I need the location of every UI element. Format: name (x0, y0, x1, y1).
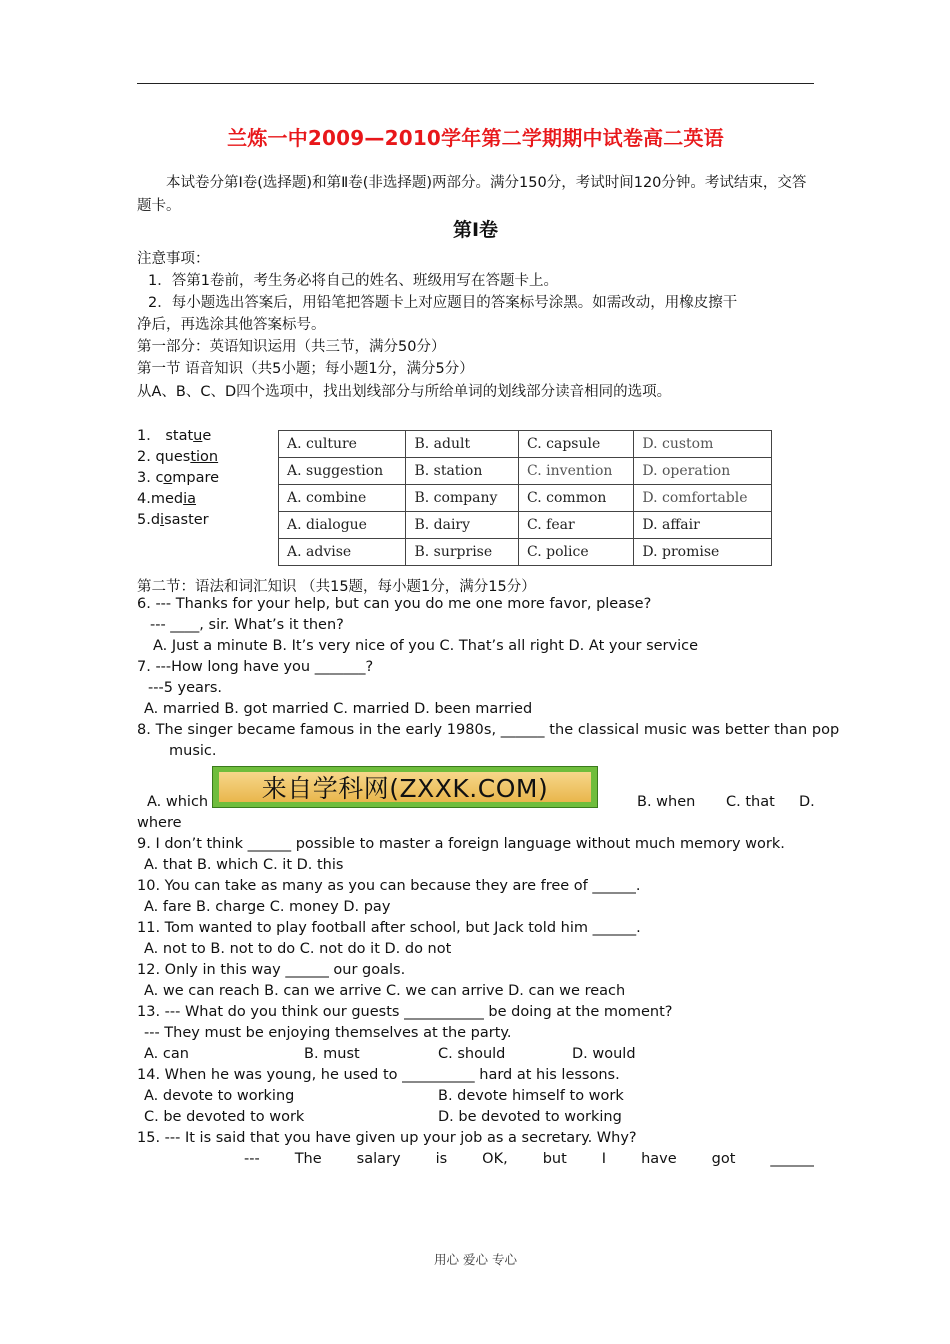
note-item-3: 净后，再选涂其他答案标号。 (137, 317, 326, 333)
reply-word: The (294, 1151, 322, 1167)
table-cell: A. advise (279, 539, 406, 566)
question-6-reply: --- ____, sir. What’s it then? (150, 617, 344, 633)
table-cell: A. suggestion (279, 458, 406, 485)
question-13-reply: --- They must be enjoying themselves at the party. (144, 1025, 512, 1041)
question-14-stem: 14. When he was young, he used to __________ hard at his lessons. (137, 1067, 620, 1083)
table-cell: D. promise (634, 539, 772, 566)
question-11-stem: 11. Tom wanted to play football after school, but Jack told him ______. (137, 920, 641, 936)
reply-word: I (601, 1151, 607, 1167)
phonetic-word: 1． statue (137, 428, 212, 444)
question-13-option-b: B. must (304, 1046, 360, 1062)
reply-word: is (435, 1151, 448, 1167)
table-cell: D. affair (634, 512, 772, 539)
table-cell: C. invention (519, 458, 634, 485)
volume-title: 第Ⅰ卷 (452, 219, 499, 241)
table-row (279, 458, 772, 485)
exam-intro: 本试卷分第Ⅰ卷(选择题)和第Ⅱ卷(非选择题)两部分。满分150分，考试时间120分钟。考试结束，交答题卡。 (137, 175, 807, 214)
table-row (279, 512, 772, 539)
question-7-reply: ---5 years. (148, 680, 223, 696)
note-item-1: 1．答第1卷前，考生务必将自己的姓名、班级用写在答题卡上。 (148, 273, 558, 289)
reply-word: salary (356, 1151, 401, 1167)
question-15-reply (244, 1151, 814, 1167)
phonetic-word: 2. question (137, 449, 219, 465)
page-footer: 用心 爱心 专心 (434, 1252, 517, 1267)
table-row (279, 485, 772, 512)
question-8-option-d-wrap: where (137, 815, 182, 831)
question-12-stem: 12. Only in this way ______ our goals. (137, 962, 406, 978)
question-13-option-c: C. should (438, 1046, 506, 1062)
watermark-text: 来自学科网(ZXXK.COM) (219, 772, 591, 802)
table-cell: A. dialogue (279, 512, 406, 539)
table-row (279, 431, 772, 458)
table-cell: D. custom (634, 431, 772, 458)
question-9-options: A. that B. which C. it D. this (144, 857, 344, 873)
question-8-stem: 8. The singer became famous in the early 1980s, ______ the classical music was better than pop (137, 722, 840, 738)
table-cell: C. fear (519, 512, 634, 539)
table-cell: B. adult (406, 431, 519, 458)
reply-word: but (542, 1151, 567, 1167)
question-13-option-a: A. can (144, 1046, 189, 1062)
question-14-option-d: D. be devoted to working (438, 1109, 622, 1125)
table-cell: A. combine (279, 485, 406, 512)
exam-title: 兰炼一中2009—2010学年第二学期期中试卷高二英语 (227, 126, 724, 150)
phonetic-word-list (137, 426, 219, 531)
table-cell: D. comfortable (634, 485, 772, 512)
question-6-options: A. Just a minute B. It’s very nice of you C. That’s all right D. At your service (153, 638, 699, 654)
question-14-option-c: C. be devoted to work (144, 1109, 305, 1125)
question-8-stem-cont: music. (169, 743, 217, 759)
table-cell: C. capsule (519, 431, 634, 458)
table-cell: C. common (519, 485, 634, 512)
table-cell: B. surprise (406, 539, 519, 566)
reply-word: --- (244, 1151, 260, 1167)
table-cell: C. police (519, 539, 634, 566)
section1-heading: 第一节 语音知识（共5小题；每小题1分，满分5分） (137, 361, 474, 377)
table-cell: A. culture (279, 431, 406, 458)
notes-heading: 注意事项： (137, 251, 210, 267)
question-9-stem: 9. I don’t think ______ possible to master a foreign language without much memory work. (137, 836, 785, 852)
section2-heading: 第二节：语法和词汇知识 （共15题，每小题1分，满分15分） (137, 579, 536, 595)
header-rule (137, 83, 814, 84)
question-10-stem: 10. You can take as many as you can because they are free of ______. (137, 878, 641, 894)
question-7-stem: 7. ---How long have you _______? (137, 659, 374, 675)
question-12-options: A. we can reach B. can we arrive C. we can arrive D. can we reach (144, 983, 626, 999)
phonetic-options-table (278, 430, 772, 566)
note-item-2: 2．每小题选出答案后，用铅笔把答题卡上对应题目的答案标号涂黑。如需改动，用橡皮擦干 (148, 295, 738, 311)
question-6-stem: 6. --- Thanks for your help, but can you do me one more favor, please? (137, 596, 652, 612)
reply-word: have (641, 1151, 677, 1167)
question-11-options: A. not to B. not to do C. not do it D. do not (144, 941, 452, 957)
section1-instruction: 从A、B、C、D四个选项中，找出划线部分与所给单词的划线部分读音相同的选项。 (137, 384, 672, 400)
question-13-option-d: D. would (572, 1046, 636, 1062)
table-cell: B. dairy (406, 512, 519, 539)
phonetic-word: 4.media (137, 491, 197, 507)
table-row (279, 539, 772, 566)
question-13-stem: 13. --- What do you think our guests ___________ be doing at the moment? (137, 1004, 673, 1020)
question-7-options: A. married B. got married C. married D. been married (144, 701, 533, 717)
question-8-option-d: D. (799, 794, 815, 810)
table-cell: D. operation (634, 458, 772, 485)
question-14-option-b: B. devote himself to work (438, 1088, 624, 1104)
question-14-option-a: A. devote to working (144, 1088, 295, 1104)
reply-word: ______ (770, 1151, 814, 1167)
question-15-stem: 15. --- It is said that you have given up your job as a secretary. Why? (137, 1130, 637, 1146)
part1-heading: 第一部分：英语知识运用（共三节，满分50分） (137, 339, 446, 355)
reply-word: OK, (482, 1151, 508, 1167)
phonetic-word: 3. compare (137, 470, 220, 486)
watermark-banner (212, 766, 598, 808)
question-10-options: A. fare B. charge C. money D. pay (144, 899, 391, 915)
table-cell: B. company (406, 485, 519, 512)
question-8-option-b: B. when (637, 794, 696, 810)
table-cell: B. station (406, 458, 519, 485)
question-8-option-a: A. which (147, 794, 209, 810)
phonetic-word: 5.disaster (137, 512, 209, 528)
question-8-option-c: C. that (726, 794, 775, 810)
reply-word: got (711, 1151, 736, 1167)
